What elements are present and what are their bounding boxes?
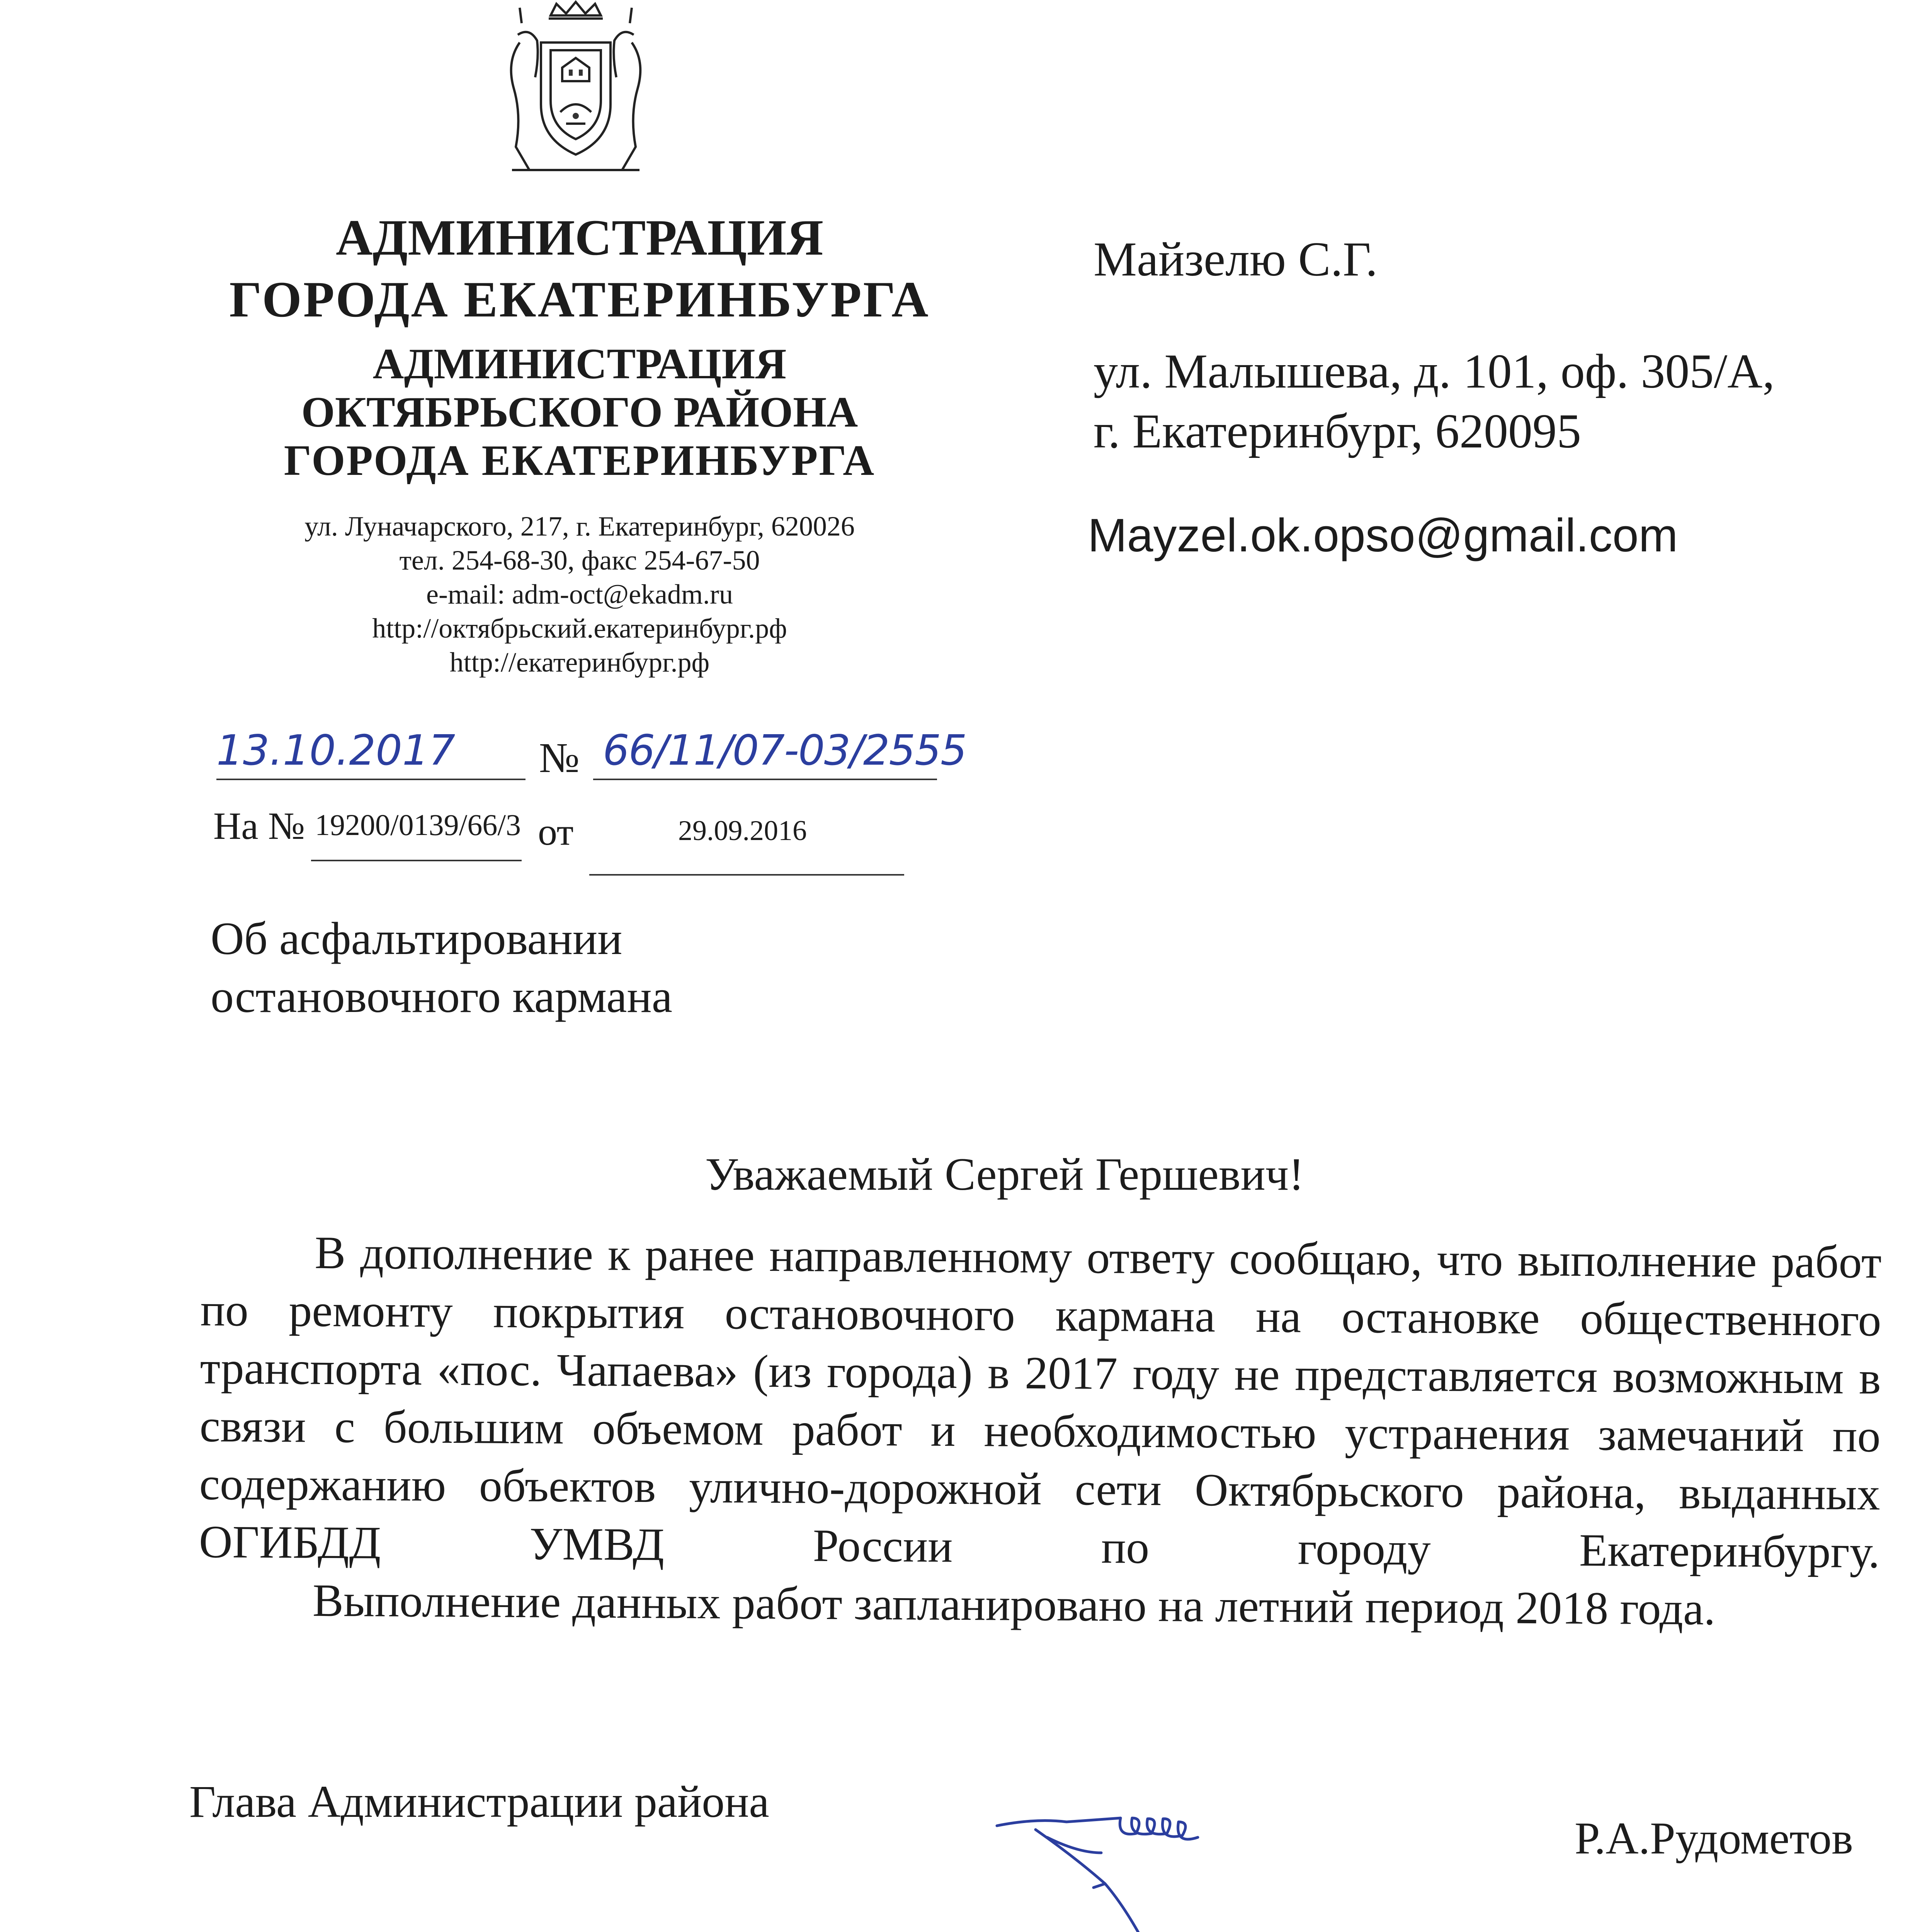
letter-body (199, 1223, 1882, 1639)
sender-phone: тел. 254-68-30, факс 254-67-50 (399, 545, 760, 576)
reference-number: 19200/0139/66/3 (315, 808, 521, 842)
recipient-name: Майзелю С.Г. (1094, 233, 1378, 286)
sender-website-2: http://екатеринбург.рф (449, 647, 710, 678)
number-sign: № (539, 734, 580, 781)
district-administration-line-1: АДМИНИСТРАЦИЯ (372, 340, 787, 388)
city-administration-line-1: АДМИНИСТРАЦИЯ (336, 209, 823, 266)
recipient-email: Mayzel.ok.opso@gmail.com (1088, 509, 1678, 561)
salutation: Уважаемый Сергей Гершевич! (705, 1148, 1304, 1200)
district-administration-line-2: ОКТЯБРЬСКОГО РАЙОНА (301, 388, 858, 436)
registration-date: 13.10.2017 (216, 726, 456, 775)
recipient-street: ул. Малышева, д. 101, оф. 305/А, (1094, 345, 1775, 398)
number-underline (593, 779, 937, 780)
coat-of-arms-emblem (483, 0, 668, 178)
sender-website-1: http://октябрьский.екатеринбург.рф (372, 613, 787, 644)
sender-address: ул. Луначарского, 217, г. Екатеринбург, 620026 (304, 511, 855, 542)
district-administration-line-3: ГОРОДА ЕКАТЕРИНБУРГА (284, 437, 876, 485)
reference-prefix: На № (213, 804, 305, 847)
signatory-name: Р.А.Рудометов (1575, 1813, 1853, 1864)
subject-line-2: остановочного кармана (211, 971, 672, 1022)
reference-from-label: от (538, 810, 574, 853)
city-administration-line-2: ГОРОДА ЕКАТЕРИНБУРГА (229, 271, 930, 328)
body-paragraph: Выполнение данных работ запланировано на летний период 2018 года. (312, 1574, 1716, 1634)
sender-email: e-mail: adm-oct@ekadm.ru (426, 579, 733, 610)
registration-number: 66/11/07-03/2555 (603, 726, 966, 775)
signatory-title: Глава Администрации района (189, 1776, 769, 1827)
handwritten-signature (989, 1795, 1252, 1932)
reference-date: 29.09.2016 (678, 815, 807, 847)
date-underline (216, 779, 526, 780)
reference-number-underline (311, 860, 522, 861)
body-paragraph: В дополнение к ранее направленному ответу сообщаю, что выполнение работ по ремонту покрытия остановочного кармана на остановке общественного транспорта «пос. Чапаева» (из города) в 2017 году не представляется возможным в связи с большим объемом работ и необходимостью устранения замечаний по содержанию объектов улично-дорожной сети Октябрьского района, выданных ОГИБДД УМВД России по городу Екатеринбургу. (199, 1226, 1882, 1578)
reference-date-underline (589, 874, 904, 876)
subject-line-1: Об асфальтировании (211, 913, 622, 964)
recipient-city: г. Екатеринбург, 620095 (1094, 405, 1582, 458)
